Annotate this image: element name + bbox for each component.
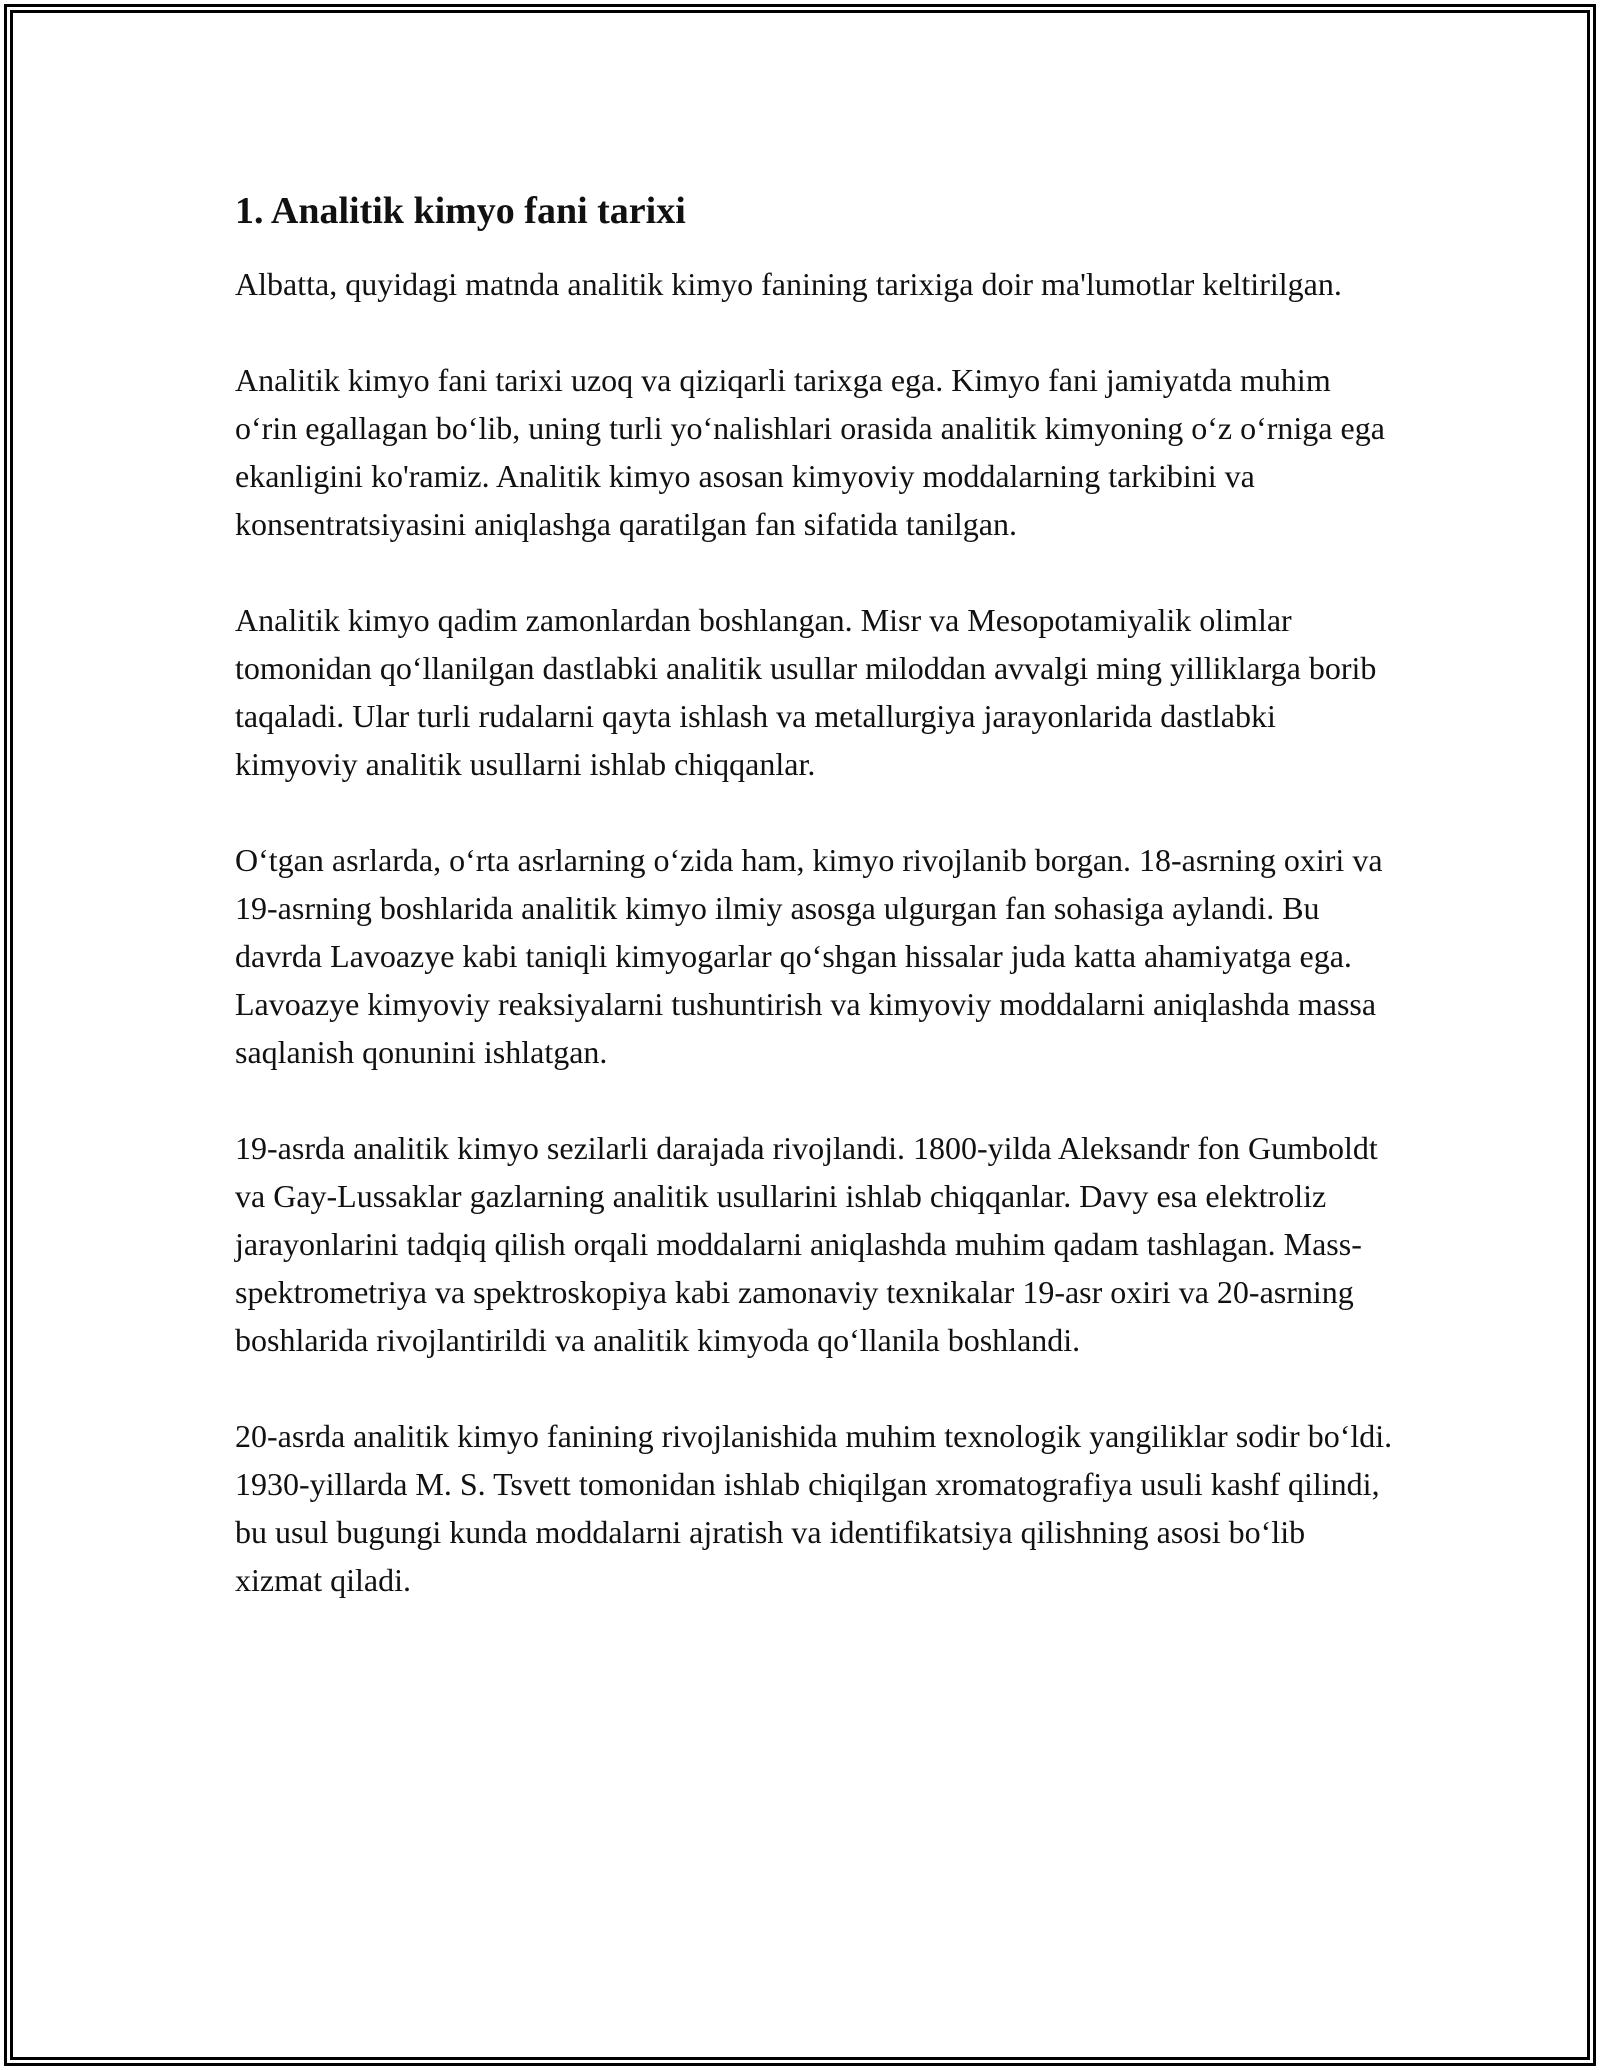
paragraph-18th-century: O‘tgan asrlarda, o‘rta asrlarning o‘zida ham, kimyo rivojlanib borgan. 18-asrning oxiri va 19-asrning boshlarida analitik kimyo ilmiy asosga ulgurgan fan sohasiga aylandi. Bu davrda Lavoazye kabi taniqli kimyogarlar qo‘shgan hissalar juda katta ahamiyatga ega. Lavoazye kimyoviy reaksiyalarni tushuntirish va kimyoviy moddalarni aniqlashda massa saqlanish qonunini ishlatgan. bbox=[235, 842, 1383, 1070]
paragraph-intro: Albatta, quyidagi matnda analitik kimyo fanining tarixiga doir ma'lumotlar keltirilgan. bbox=[235, 266, 1342, 302]
paragraph-ancient-origins: Analitik kimyo qadim zamonlardan boshlangan. Misr va Mesopotamiyalik olimlar tomonidan qo‘llanilgan dastlabki analitik usullar miloddan avvalgi ming yilliklarga borib taqaladi. Ular turli rudalarni qayta ishlash va metallurgiya jarayonlarida dastlabki kimyoviy analitik usullarni ishlab chiqqanlar. bbox=[235, 602, 1377, 782]
paragraph-overview: Analitik kimyo fani tarixi uzoq va qiziqarli tarixga ega. Kimyo fani jamiyatda muhim o‘rin egallagan bo‘lib, uning turli yo‘nalishlari orasida analitik kimyoning o‘z o‘rniga ega ekanligini ko'ramiz. Analitik kimyo asosan kimyoviy moddalarning tarkibini va konsentratsiyasini aniqlashga qaratilgan fan sifatida tanilgan. bbox=[235, 362, 1385, 542]
paragraph-20th-century: 20-asrda analitik kimyo fanining rivojlanishida muhim texnologik yangiliklar sodir bo‘ldi. 1930-yillarda M. S. Tsvett tomonidan ishlab chiqilgan xromatografiya usuli kashf qilindi, bu usul bugungi kunda moddalarni ajratish va identifikatsiya qilishning asosi bo‘lib xizmat qiladi. bbox=[235, 1418, 1393, 1598]
document-body bbox=[235, 186, 1395, 1604]
paragraph-19th-century: 19-asrda analitik kimyo sezilarli darajada rivojlandi. 1800-yilda Aleksandr fon Gumboldt va Gay-Lussaklar gazlarning analitik usullarini ishlab chiqqanlar. Davy esa elektroliz jarayonlarini tadqiq qilish orqali moddalarni aniqlashda muhim qadam tashlagan. Mass-spektrometriya va spektroskopiya kabi zamonaviy texnikalar 19-asr oxiri va 20-asrning boshlarida rivojlantirildi va analitik kimyoda qo‘llanila boshlandi. bbox=[235, 1130, 1378, 1358]
document-title: 1. Analitik kimyo fani tarixi bbox=[235, 190, 686, 232]
